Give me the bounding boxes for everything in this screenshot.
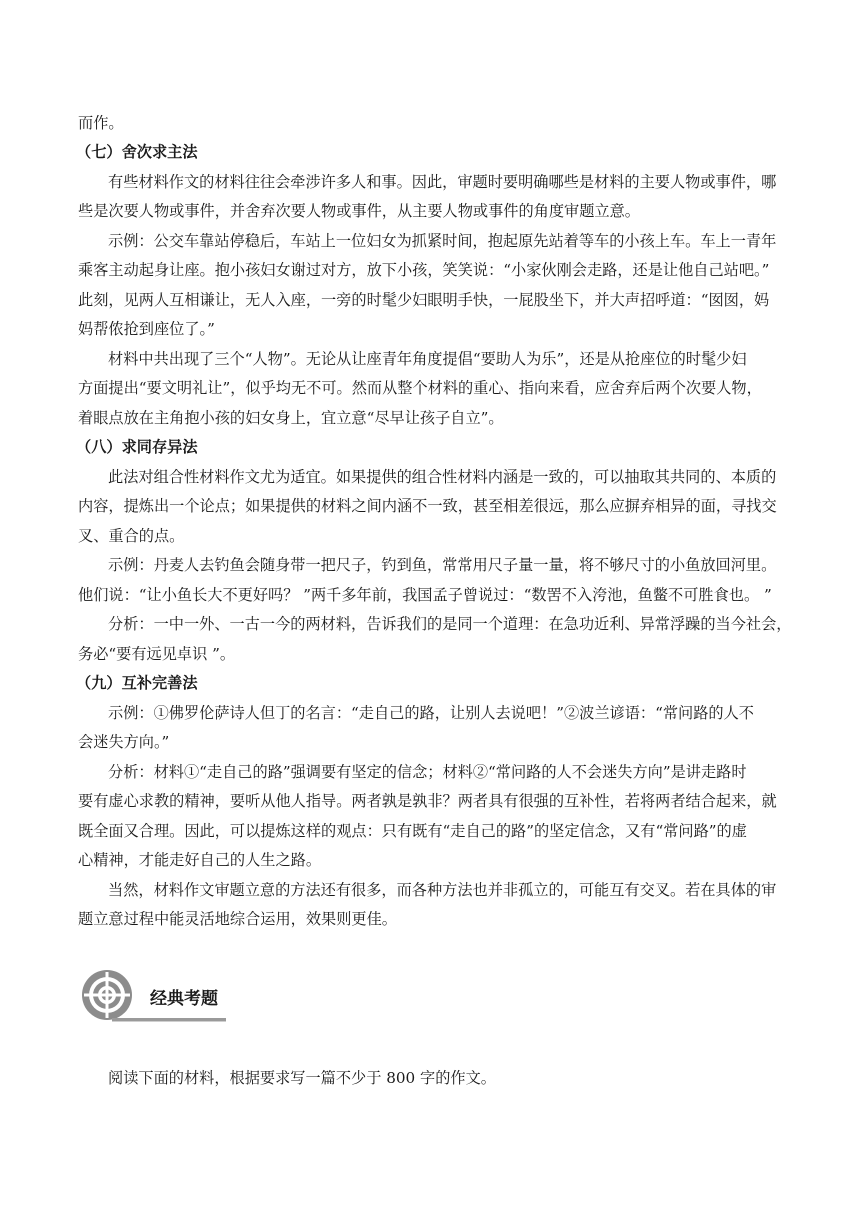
text-line: 此刻，见两人互相谦让，无人入座，一旁的时髦少妇眼明手快，一屁股坐下，并大声招呼道：“囡囡，妈	[78, 291, 770, 309]
text-line: 分析：材料①“走自己的路”强调要有坚定的信念；材料②“常问路的人不会迷失方向”是讲走路时	[108, 763, 747, 781]
text-line: 示例：公交车靠站停稳后，车站上一位妇女为抓紧时间，抱起原先站着等车的小孩上车。车上一青年	[108, 232, 777, 250]
heading-8: （八）求同存异法	[76, 438, 198, 456]
text-line: 题立意过程中能灵活地综合运用，效果则更佳。	[78, 910, 397, 928]
text-line: 既全面又合理。因此，可以提炼这样的观点：只有既有“走自己的路”的坚定信念，又有“常问路”的虚	[78, 822, 747, 840]
text-line: 有些材料作文的材料往往会牵涉许多人和事。因此，审题时要明确哪些是材料的主要人物或事件，哪	[108, 173, 777, 191]
text-line: 内容，提炼出一个论点；如果提供的材料之间内涵不一致，甚至相差很远，那么应摒弃相异的面，寻找交	[78, 497, 777, 515]
text-line: 妈帮侬抢到座位了。”	[78, 320, 215, 338]
text-line: 要有虚心求教的精神，要听从他人指导。两者孰是孰非？两者具有很强的互补性，若将两者结合起来，就	[78, 792, 777, 810]
text-line: 方面提出“要文明礼让”，似乎均无不可。然而从整个材料的重心、指向来看，应舍弃后两个次要人物，	[78, 379, 762, 397]
heading-7: （七）舍次求主法	[76, 143, 198, 161]
text-line: 分析：一中一外、一古一今的两材料，告诉我们的是同一个道理：在急功近利、异常浮躁的当今社会，	[108, 615, 792, 633]
text-line: 他们说：“让小鱼长大不更好吗？ ”两千多年前，我国孟子曾说过：“数罟不入洿池，鱼鳖不可胜食也。 ”	[78, 586, 772, 604]
text-line: 些是次要人物或事件，并舍弃次要人物或事件，从主要人物或事件的角度审题立意。	[78, 202, 640, 220]
text-line: 乘客主动起身让座。抱小孩妇女谢过对方，放下小孩，笑笑说：“小家伙刚会走路，还是让他自己站吧。”	[78, 261, 770, 279]
text-line: 示例：①佛罗伦萨诗人但丁的名言：“走自己的路，让别人去说吧！”②波兰谚语：“常问路的人不	[108, 704, 754, 722]
prompt-text: 阅读下面的材料，根据要求写一篇不少于 800 字的作文。	[108, 1069, 496, 1087]
text-line: 会迷失方向。”	[78, 733, 170, 751]
text-line: 务必“要有远见卓识 ”。	[78, 645, 236, 663]
text-line: 此法对组合性材料作文尤为适宜。如果提供的组合性材料内涵是一致的，可以抽取其共同的、本质的	[108, 468, 777, 486]
text-line: 示例：丹麦人去钓鱼会随身带一把尺子，钓到鱼，常常用尺子量一量，将不够尺寸的小鱼放回河里。	[108, 556, 777, 574]
text-line: 心精神，才能走好自己的人生之路。	[78, 851, 321, 869]
text-line: 叉、重合的点。	[78, 527, 185, 545]
section-underline-shadow	[112, 1021, 226, 1022]
heading-9: （九）互补完善法	[76, 674, 198, 692]
text-line: 材料中共出现了三个“人物”。无论从让座青年角度提倡“要助人为乐”，还是从抢座位的时髦少妇	[108, 350, 747, 368]
text-line: 着眼点放在主角抱小孩的妇女身上，宜立意“尽早让孩子自立”。	[78, 409, 504, 427]
text-line: 而作。	[78, 114, 124, 132]
section-title: 经典考题	[150, 989, 218, 1009]
text-line: 当然，材料作文审题立意的方法还有很多，而各种方法也并非孤立的，可能互有交叉。若在具体的审	[108, 881, 777, 899]
